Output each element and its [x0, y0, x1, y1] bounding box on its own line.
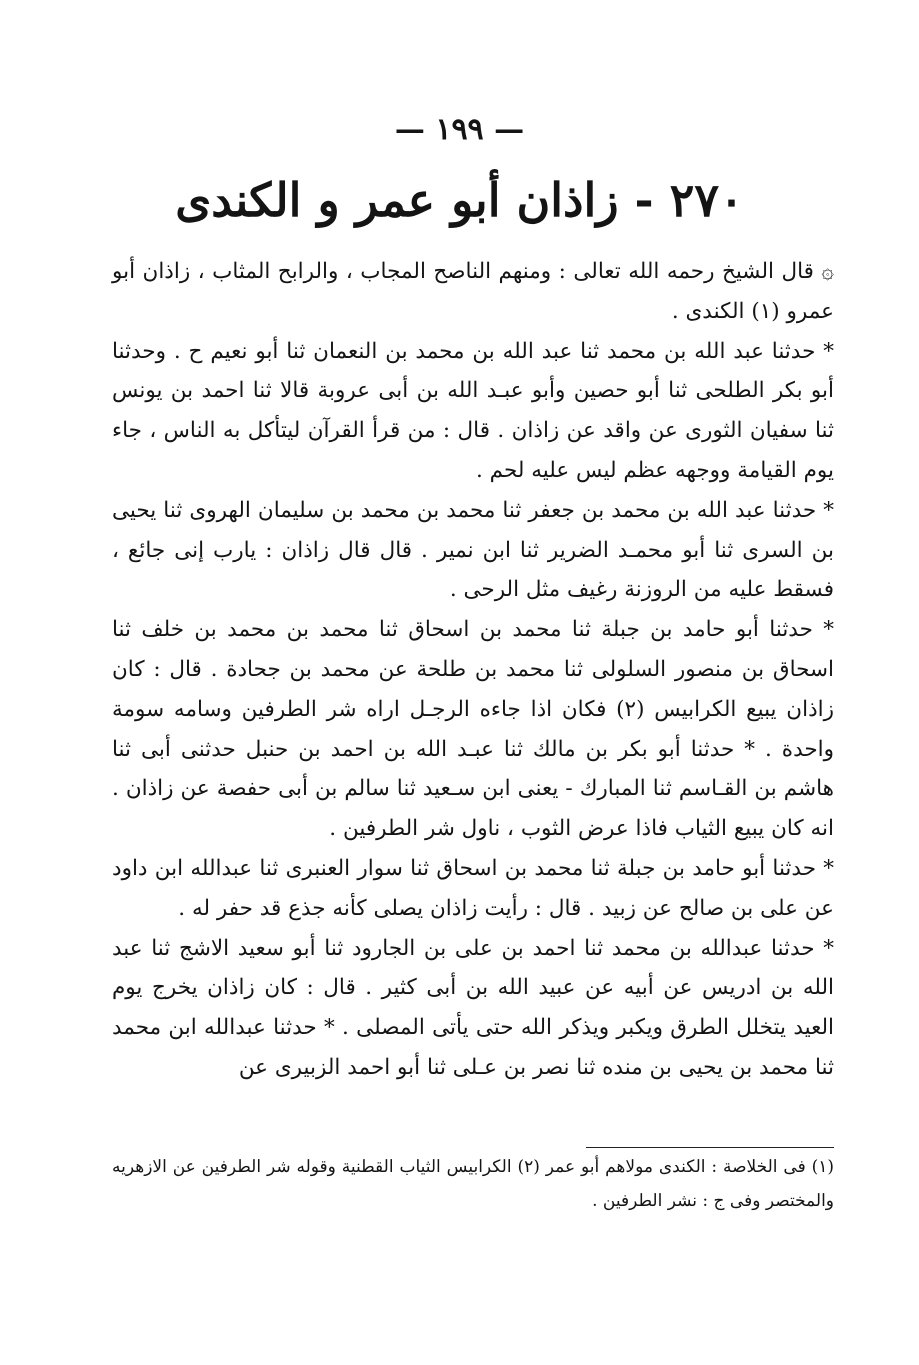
paragraph-hadith-4: * حدثنا أبو حامد بن جبلة ثنا محمد بن اسحاق ثنا سوار العنبرى ثنا عبدالله ابن داود عن على بن صالح عن زبيد . قال : رأيت زاذان يصلى كأنه جذع قد حفر له .	[112, 855, 834, 921]
footnote-divider	[586, 1147, 834, 1148]
body-text	[112, 252, 834, 1088]
footnote-text: (١) فى الخلاصة : الكندى مولاهم أبو عمر (٢) الكرابيس الثياب القطنية وقوله شر الطرفين عن الازهريه والمختصر وفى ج : نشر الطرفين .	[112, 1157, 834, 1211]
paragraph-hadith-3: * حدثنا أبو حامد بن جبلة ثنا محمد بن اسحاق ثنا محمد بن محمد بن خلف ثنا اسحاق بن منصور السلولى ثنا محمد بن طلحة عن محمد بن جحادة . قال : كان زاذان يبيع الكرابيس (٢) فكان اذا جاءه الرجـل اراه شر الطرفين وسامه سومة واحدة . * حدثنا أبو بكر بن مالك ثنا عبـد الله بن احمد بن حنبل حدثنى أبى ثنا هاشم بن القـاسم ثنا المبارك - يعنى ابن سـعيد ثنا سالم بن أبى حفصة عن زاذان . انه كان يبيع الثياب فاذا عرض الثوب ، ناول شر الطرفين .	[112, 617, 834, 842]
footnotes	[112, 1150, 834, 1218]
paragraph-hadith-5: * حدثنا عبدالله بن محمد ثنا احمد بن على بن الجارود ثنا أبو سعيد الاشج ثنا عبد الله بن ادريس عن أبيه عن عبيد الله بن أبى كثير . قال : كان زاذان يخرج يوم العيد يتخلل الطرق ويكبر ويذكر الله حتى يأتى المصلى . * حدثنا عبدالله ابن محمد ثنا محمد بن يحيى بن منده ثنا نصر بن عـلى ثنا أبو احمد الزبيرى عن	[112, 935, 834, 1080]
paragraph-intro: ۞ قال الشيخ رحمه الله تعالى : ومنهم الناصح المجاب ، والرابح المثاب ، زاذان أبو عمرو (١) الكندى .	[112, 259, 834, 324]
paragraph-hadith-2: * حدثنا عبد الله بن محمد بن جعفر ثنا محمد بن محمد بن سليمان الهروى ثنا يحيى بن السرى ثنا أبو محمـد الضرير ثنا ابن نمير . قال قال زاذان : يارب إنى جائع ، فسقط عليه من الروزنة رغيف مثل الرحى .	[112, 497, 834, 603]
paragraph-hadith-1: * حدثنا عبد الله بن محمد ثنا عبد الله بن محمد بن النعمان ثنا أبو نعيم ح . وحدثنا أبو بكر الطلحى ثنا أبو حصين وأبو عبـد الله بن أبى عروبة قالا ثنا احمد بن يونس ثنا سفيان الثورى عن واقد عن زاذان . قال : من قرأ القرآن ليتأكل به الناس ، جاء يوم القيامة ووجهه عظم ليس عليه لحم .	[112, 338, 834, 483]
page-number: — ١٩٩ —	[394, 112, 525, 147]
entry-title: ٢٧٠ - زاذان أبو عمر و الكندى	[175, 173, 744, 227]
